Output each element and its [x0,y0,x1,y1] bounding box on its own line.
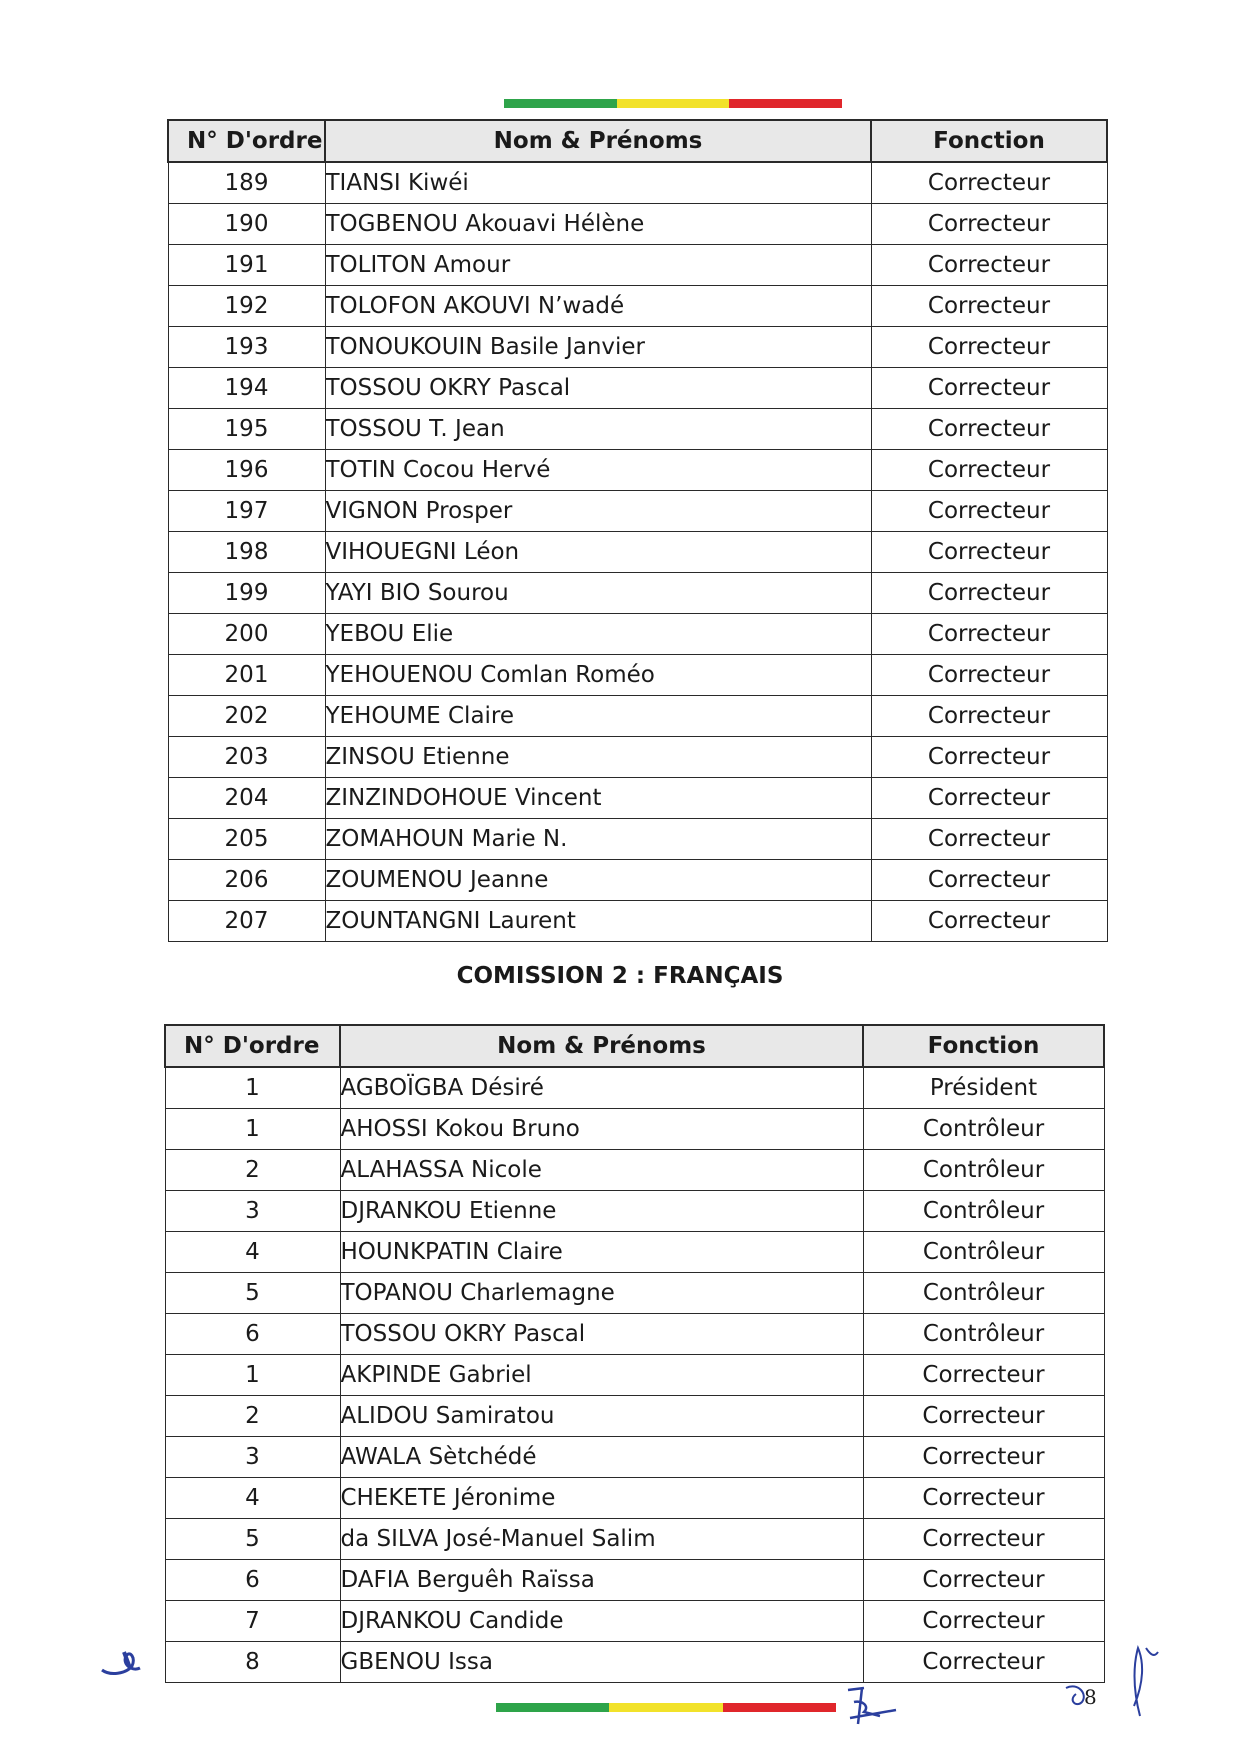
name-cell: TIANSI Kiwéi [325,162,871,204]
table-row [165,1519,1104,1560]
table-row [165,1150,1104,1191]
function-cell: Contrôleur [863,1109,1104,1150]
order-number-cell: 192 [168,286,325,327]
function-cell: Correcteur [871,286,1107,327]
order-number-cell: 204 [168,778,325,819]
table-row [168,409,1107,450]
name-cell: YAYI BIO Sourou [325,573,871,614]
name-cell: CHEKETE Jéronime [340,1478,863,1519]
function-cell: Correcteur [863,1519,1104,1560]
table-row [165,1396,1104,1437]
table-row [168,860,1107,901]
order-number-cell: 195 [168,409,325,450]
function-cell: Correcteur [871,737,1107,778]
name-cell: TOPANOU Charlemagne [340,1273,863,1314]
table-row [168,245,1107,286]
name-cell: ZOUMENOU Jeanne [325,860,871,901]
function-cell: Correcteur [871,245,1107,286]
table-row [168,573,1107,614]
order-number-cell: 190 [168,204,325,245]
function-cell: Correcteur [863,1478,1104,1519]
function-cell: Correcteur [871,162,1107,204]
header-function: Fonction [871,120,1107,162]
table-row [168,368,1107,409]
name-cell: AWALA Sètchédé [340,1437,863,1478]
name-cell: VIHOUEGNI Léon [325,532,871,573]
table-row [168,819,1107,860]
header-order-number: N° D'ordre [165,1025,340,1067]
page-number: 8 [1084,1685,1097,1709]
name-cell: YEHOUME Claire [325,696,871,737]
order-number-cell: 5 [165,1273,340,1314]
name-cell: TOSSOU OKRY Pascal [340,1314,863,1355]
function-cell: Correcteur [871,573,1107,614]
order-number-cell: 193 [168,327,325,368]
function-cell: Correcteur [863,1601,1104,1642]
name-cell: AGBOÏGBA Désiré [340,1067,863,1109]
table-row [168,532,1107,573]
table-row [165,1314,1104,1355]
order-number-cell: 205 [168,819,325,860]
function-cell: Correcteur [871,409,1107,450]
name-cell: TONOUKOUIN Basile Janvier [325,327,871,368]
order-number-cell: 4 [165,1478,340,1519]
handwritten-signature-right [1060,1642,1170,1722]
table-row [165,1232,1104,1273]
table-row [165,1560,1104,1601]
table-row [168,450,1107,491]
name-cell: TOSSOU T. Jean [325,409,871,450]
name-cell: VIGNON Prosper [325,491,871,532]
order-number-cell: 6 [165,1314,340,1355]
order-number-cell: 6 [165,1560,340,1601]
order-number-cell: 3 [165,1191,340,1232]
order-number-cell: 2 [165,1396,340,1437]
order-number-cell: 8 [165,1642,340,1683]
name-cell: TOLOFON AKOUVI N’wadé [325,286,871,327]
function-cell: Correcteur [863,1355,1104,1396]
function-cell: Correcteur [871,204,1107,245]
table-commission-1 [167,119,1108,942]
function-cell: Correcteur [871,778,1107,819]
handwritten-initial-left [96,1640,146,1680]
function-cell: Correcteur [871,655,1107,696]
name-cell: ALAHASSA Nicole [340,1150,863,1191]
header-name: Nom & Prénoms [325,120,871,162]
name-cell: ZOMAHOUN Marie N. [325,819,871,860]
table-row [168,778,1107,819]
name-cell: ZINSOU Etienne [325,737,871,778]
order-number-cell: 201 [168,655,325,696]
function-cell: Contrôleur [863,1150,1104,1191]
table-row [165,1191,1104,1232]
order-number-cell: 5 [165,1519,340,1560]
name-cell: TOTIN Cocou Hervé [325,450,871,491]
table-row [165,1601,1104,1642]
function-cell: Correcteur [871,368,1107,409]
name-cell: AKPINDE Gabriel [340,1355,863,1396]
name-cell: da SILVA José-Manuel Salim [340,1519,863,1560]
header-order-number: N° D'ordre [168,120,325,162]
order-number-cell: 4 [165,1232,340,1273]
order-number-cell: 198 [168,532,325,573]
flag-stripe-top [504,99,842,108]
table-row [165,1109,1104,1150]
function-cell: Contrôleur [863,1232,1104,1273]
order-number-cell: 7 [165,1601,340,1642]
table-row [168,491,1107,532]
order-number-cell: 199 [168,573,325,614]
order-number-cell: 206 [168,860,325,901]
order-number-cell: 202 [168,696,325,737]
function-cell: Correcteur [871,491,1107,532]
header-function: Fonction [863,1025,1104,1067]
name-cell: TOGBENOU Akouavi Hélène [325,204,871,245]
table-header-row [168,120,1107,162]
order-number-cell: 3 [165,1437,340,1478]
table-commission-2 [164,1024,1105,1683]
function-cell: Correcteur [863,1642,1104,1683]
handwritten-initial-center [840,1680,910,1740]
order-number-cell: 1 [165,1067,340,1109]
name-cell: TOLITON Amour [325,245,871,286]
order-number-cell: 203 [168,737,325,778]
order-number-cell: 200 [168,614,325,655]
name-cell: AHOSSI Kokou Bruno [340,1109,863,1150]
function-cell: Correcteur [871,819,1107,860]
table-row [165,1273,1104,1314]
function-cell: Correcteur [871,450,1107,491]
name-cell: DJRANKOU Etienne [340,1191,863,1232]
function-cell: Correcteur [863,1560,1104,1601]
table-row [165,1355,1104,1396]
function-cell: Correcteur [871,901,1107,942]
name-cell: YEHOUENOU Comlan Roméo [325,655,871,696]
table-row [168,901,1107,942]
function-cell: Correcteur [871,532,1107,573]
table-row [168,696,1107,737]
section-title: COMISSION 2 : FRANÇAIS [456,963,784,989]
function-cell: Correcteur [871,696,1107,737]
function-cell: Correcteur [871,860,1107,901]
table-row [168,614,1107,655]
table-row [168,204,1107,245]
table-row [165,1642,1104,1683]
table-row [165,1478,1104,1519]
order-number-cell: 194 [168,368,325,409]
function-cell: Correcteur [863,1437,1104,1478]
name-cell: TOSSOU OKRY Pascal [325,368,871,409]
table-row [168,327,1107,368]
order-number-cell: 207 [168,901,325,942]
name-cell: ZOUNTANGNI Laurent [325,901,871,942]
function-cell: Président [863,1067,1104,1109]
order-number-cell: 197 [168,491,325,532]
function-cell: Contrôleur [863,1191,1104,1232]
table-row [168,655,1107,696]
name-cell: DJRANKOU Candide [340,1601,863,1642]
order-number-cell: 189 [168,162,325,204]
function-cell: Correcteur [871,614,1107,655]
function-cell: Contrôleur [863,1273,1104,1314]
table-row [168,162,1107,204]
function-cell: Contrôleur [863,1314,1104,1355]
table-header-row [165,1025,1104,1067]
order-number-cell: 1 [165,1109,340,1150]
order-number-cell: 191 [168,245,325,286]
table-row [165,1437,1104,1478]
name-cell: HOUNKPATIN Claire [340,1232,863,1273]
order-number-cell: 196 [168,450,325,491]
header-name: Nom & Prénoms [340,1025,863,1067]
table-row [168,737,1107,778]
order-number-cell: 2 [165,1150,340,1191]
name-cell: DAFIA Berguêh Raïssa [340,1560,863,1601]
flag-stripe-bottom [496,1703,836,1712]
name-cell: GBENOU Issa [340,1642,863,1683]
table-row [165,1067,1104,1109]
function-cell: Correcteur [863,1396,1104,1437]
table-row [168,286,1107,327]
order-number-cell: 1 [165,1355,340,1396]
name-cell: YEBOU Elie [325,614,871,655]
name-cell: ZINZINDOHOUE Vincent [325,778,871,819]
name-cell: ALIDOU Samiratou [340,1396,863,1437]
function-cell: Correcteur [871,327,1107,368]
